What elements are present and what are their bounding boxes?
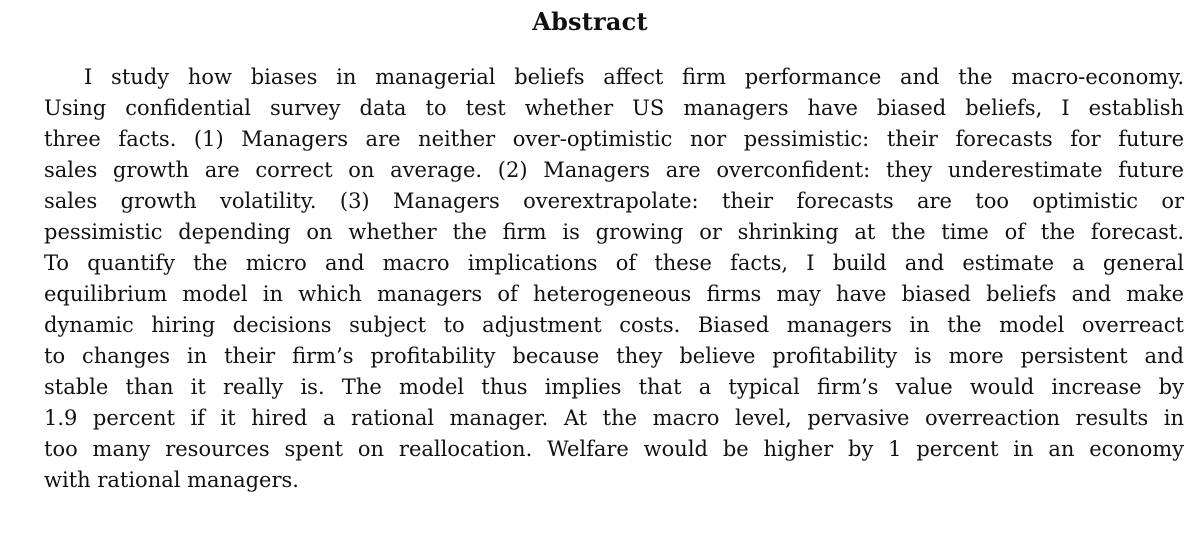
abstract-line-9: dynamic hiring decisions subject to adjustment costs. Biased managers in the model overreact [44,313,1184,337]
abstract-paragraph [44,62,1184,496]
abstract-line-8: equilibrium model in which managers of heterogeneous firms may have biased beliefs and make [44,282,1184,306]
abstract-line-6: pessimistic depending on whether the firm is growing or shrinking at the time of the forecast. [44,220,1184,244]
abstract-line-13: too many resources spent on reallocation. Welfare would be higher by 1 percent in an economy [44,437,1184,461]
abstract-line-12: 1.9 percent if it hired a rational manager. At the macro level, pervasive overreaction results in [44,406,1184,430]
abstract-line-4: sales growth are correct on average. (2) Managers are overconfident: they underestimate future [44,158,1184,182]
abstract-line-10: to changes in their firm’s profitability because they believe profitability is more persistent and [44,344,1184,368]
abstract-line-11: stable than it really is. The model thus implies that a typical firm’s value would increase by [44,375,1184,399]
abstract-heading: Abstract [532,7,648,36]
abstract-line-7: To quantify the micro and macro implications of these facts, I build and estimate a general [44,251,1184,275]
abstract-line-5: sales growth volatility. (3) Managers overextrapolate: their forecasts are too optimistic or [44,189,1184,213]
abstract-line-1: I study how biases in managerial beliefs affect firm performance and the macro-economy. [84,65,1184,89]
abstract-line-3: three facts. (1) Managers are neither over-optimistic nor pessimistic: their forecasts for future [44,127,1184,151]
abstract-line-2: Using confidential survey data to test whether US managers have biased beliefs, I establish [44,96,1184,120]
abstract-line-14: with rational managers. [44,468,299,492]
